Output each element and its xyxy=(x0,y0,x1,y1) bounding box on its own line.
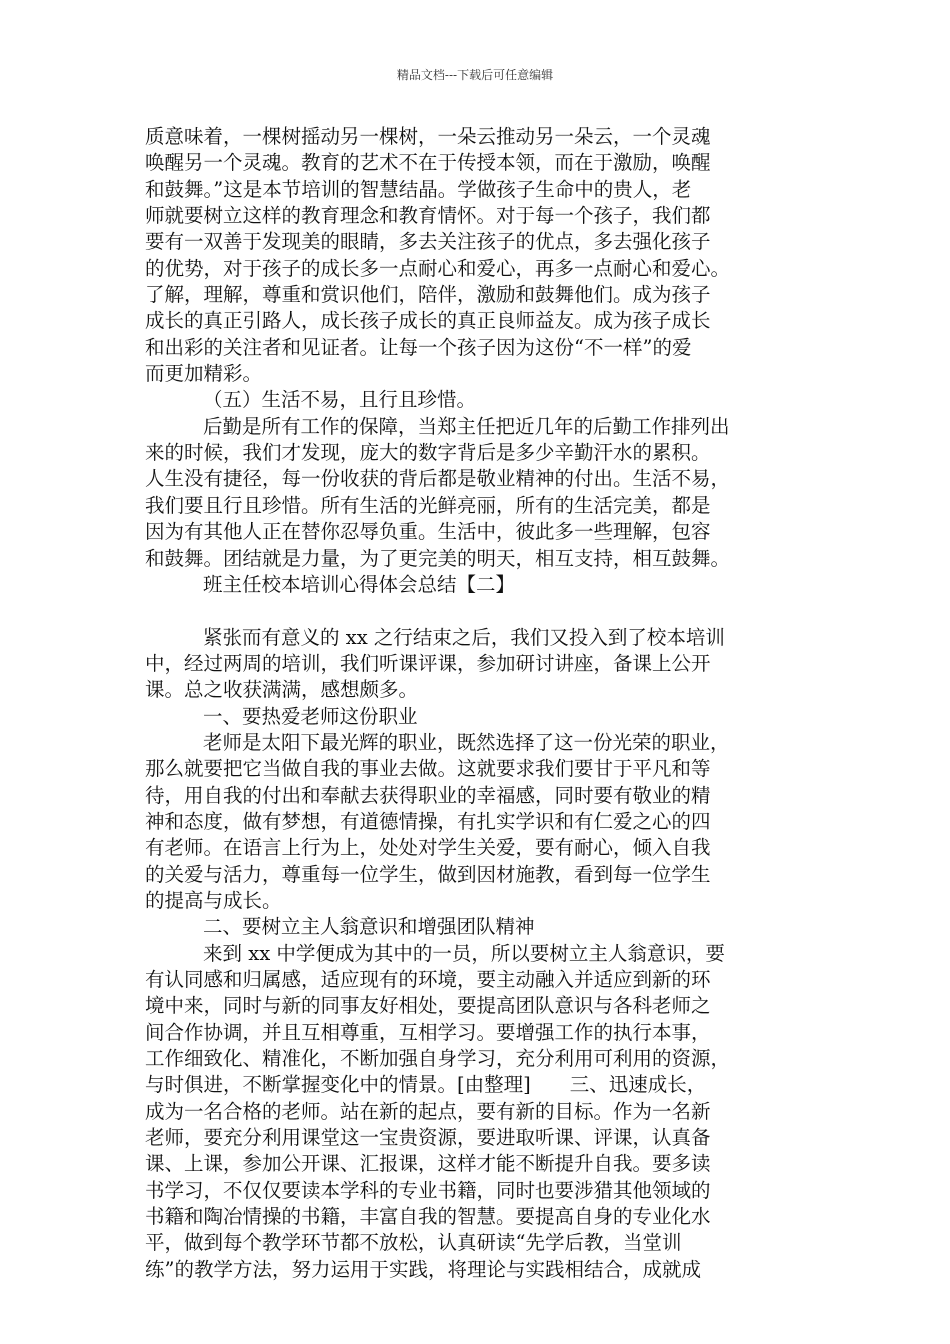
text-line: 和鼓舞。团结就是力量，为了更完美的明天，相互支持，相互鼓舞。 xyxy=(145,546,731,570)
text-line: 和出彩的关注者和见证者。让每一个孩子因为这份“不一样”的爱 xyxy=(145,335,692,359)
text-line: 练”的教学方法，努力运用于实践，将理论与实践相结合，成就成 xyxy=(145,1257,701,1281)
text-line: 质意味着，一棵树摇动另一棵树，一朵云推动另一朵云，一个灵魂 xyxy=(145,125,711,148)
text-line: 了解，理解，尊重和赏识他们，陪伴，激励和鼓舞他们。成为孩子 xyxy=(145,283,711,307)
text-line: 有老师。在语言上行为上，处处对学生关爱，要有耐心，倾入自我 xyxy=(145,836,711,860)
text-line: 和鼓舞。”这是本节培训的智慧结晶。学做孩子生命中的贵人，老 xyxy=(145,177,692,201)
text-line: 师就要树立这样的教育理念和教育情怀。对于每一个孩子，我们都 xyxy=(145,204,711,228)
text-line: 境中来，同时与新的同事友好相处，要提高团队意识与各科老师之 xyxy=(145,994,711,1018)
text-line: 那么就要把它当做自我的事业去做。这就要求我们要甘于平凡和等 xyxy=(145,757,711,781)
document-body xyxy=(145,124,805,1283)
text-line: 一、要热爱老师这份职业 xyxy=(203,704,418,728)
text-line: 中，经过两周的培训，我们听课评课，参加研讨讲座，备课上公开 xyxy=(145,651,711,675)
page-header: 精品文档---下载后可任意编辑 xyxy=(396,68,554,82)
text-line: 与时俱进，不断掌握变化中的情景。[由整理] 三、迅速成长， xyxy=(145,1073,707,1097)
text-line: 我们要且行且珍惜。所有生活的光鲜亮丽，所有的生活完美，都是 xyxy=(145,493,711,517)
text-line: 工作细致化、精准化，不断加强自身学习，充分利用可利用的资源， xyxy=(145,1047,731,1071)
text-line: 班主任校本培训心得体会总结【二】 xyxy=(203,572,516,596)
text-line: （五）生活不易，且行且珍惜。 xyxy=(203,388,477,412)
text-line: 唤醒另一个灵魂。教育的艺术不在于传授本领，而在于激励，唤醒 xyxy=(145,151,711,175)
text-line: 紧张而有意义的 xx 之行结束之后，我们又投入到了校本培训 xyxy=(203,625,725,649)
text-line: 的优势，对于孩子的成长多一点耐心和爱心，再多一点耐心和爱心。 xyxy=(145,256,731,280)
text-line: 神和态度，做有梦想，有道德情操，有扎实学识和有仁爱之心的四 xyxy=(145,809,711,833)
text-line: 后勤是所有工作的保障，当郑主任把近几年的后勤工作排列出 xyxy=(203,414,730,438)
text-line: 间合作协调，并且互相尊重，互相学习。要增强工作的执行本事， xyxy=(145,1020,711,1044)
text-line: 成为一名合格的老师。站在新的起点，要有新的目标。作为一名新 xyxy=(145,1099,711,1123)
blank-line xyxy=(145,598,805,624)
text-line: 成长的真正引路人，成长孩子成长的真正良师益友。成为孩子成长 xyxy=(145,309,711,333)
text-line: 而更加精彩。 xyxy=(145,362,263,386)
text-line: 平，做到每个教学环节都不放松，认真研读“先学后教，当堂训 xyxy=(145,1231,682,1255)
text-line: 的提高与成长。 xyxy=(145,888,282,912)
text-line: 的关爱与活力，尊重每一位学生，做到因材施教，看到每一位学生 xyxy=(145,862,711,886)
text-line: 课、上课，参加公开课、汇报课，这样才能不断提升自我。要多读 xyxy=(145,1152,711,1176)
text-line: 有认同感和归属感，适应现有的环境，要主动融入并适应到新的环 xyxy=(145,968,711,991)
text-line: 二、要树立主人翁意识和增强团队精神 xyxy=(203,915,535,939)
text-line: 要有一双善于发现美的眼睛，多去关注孩子的优点，多去强化孩子 xyxy=(145,230,711,254)
text-line: 老师是太阳下最光辉的职业，既然选择了这一份光荣的职业， xyxy=(203,730,730,754)
text-line: 待，用自我的付出和奉献去获得职业的幸福感，同时要有敬业的精 xyxy=(145,783,711,807)
text-line: 因为有其他人正在替你忍辱负重。生活中，彼此多一些理解，包容 xyxy=(145,520,711,544)
text-line: 课。总之收获满满，感想颇多。 xyxy=(145,678,419,702)
text-line: 人生没有捷径，每一份收获的背后都是敬业精神的付出。生活不易， xyxy=(145,467,731,491)
text-line: 来的时候，我们才发现，庞大的数字背后是多少辛勤汗水的累积。 xyxy=(145,441,711,465)
text-line: 书籍和陶冶情操的书籍，丰富自我的智慧。要提高自身的专业化水 xyxy=(145,1205,711,1229)
text-line: 书学习，不仅仅要读本学科的专业书籍，同时也要涉猎其他领域的 xyxy=(145,1178,711,1202)
text-line: 来到 xx 中学便成为其中的一员，所以要树立主人翁意识，要 xyxy=(203,941,725,965)
text-line: 老师，要充分利用课堂这一宝贵资源，要进取听课、评课，认真备 xyxy=(145,1126,711,1150)
